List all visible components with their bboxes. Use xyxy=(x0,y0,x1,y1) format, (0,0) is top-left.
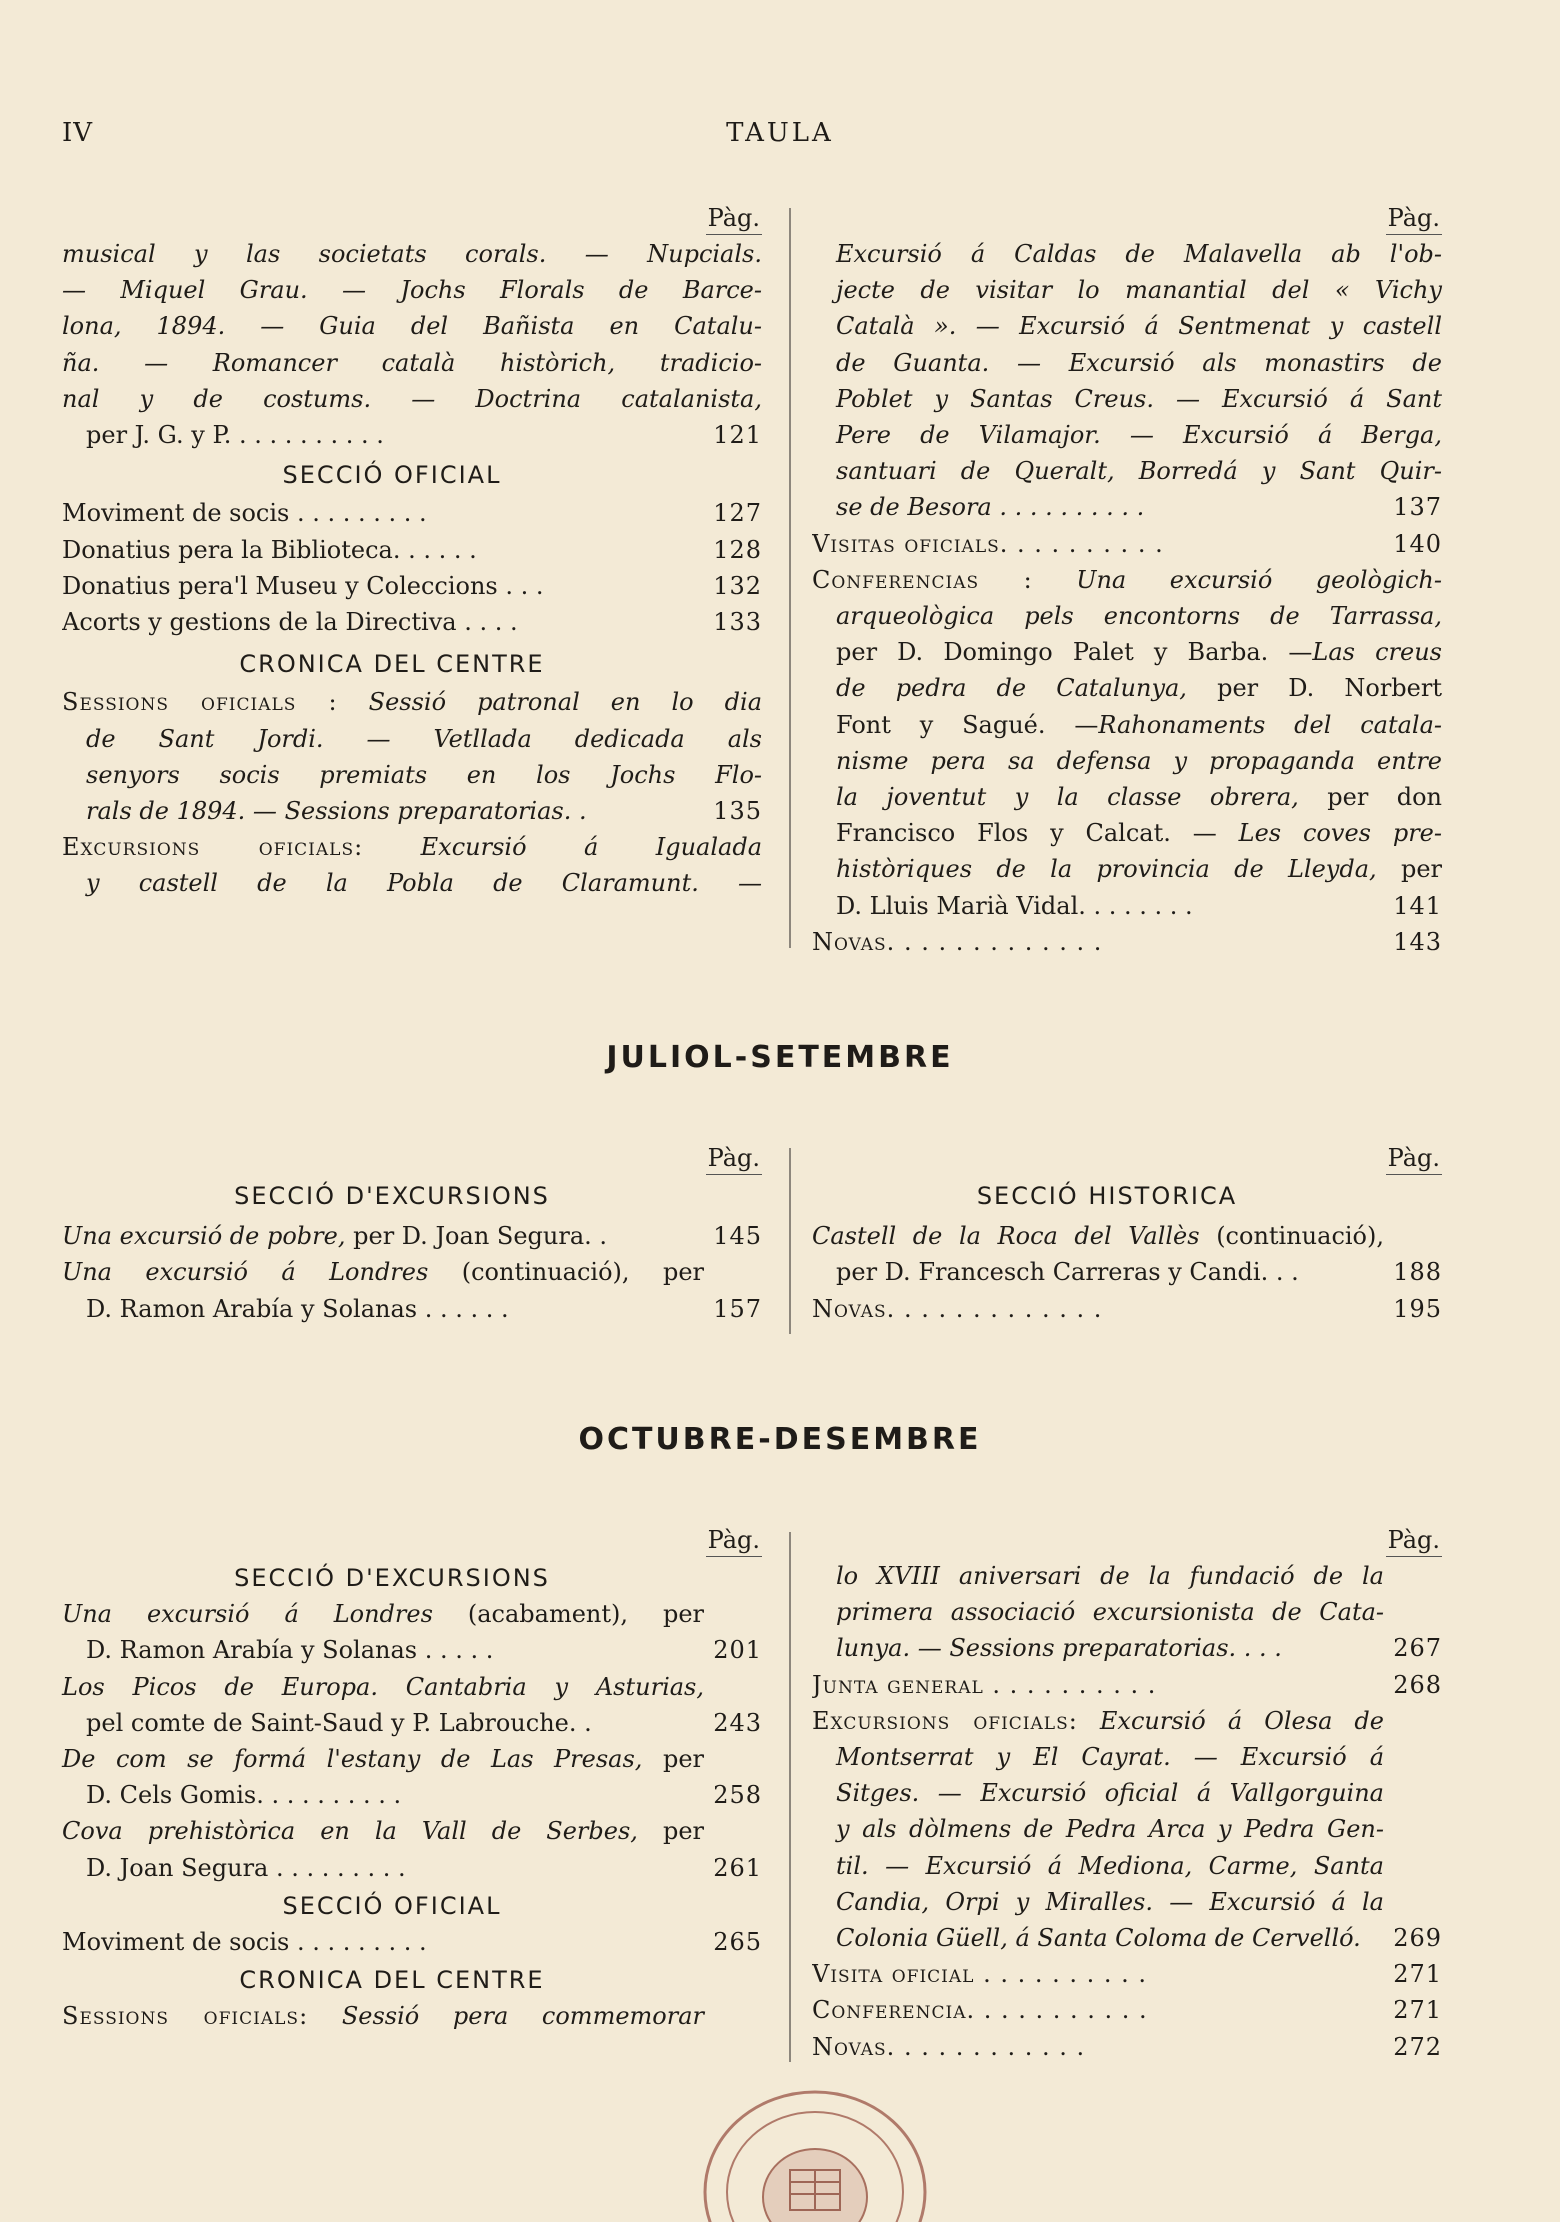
column-divider xyxy=(789,208,791,948)
index-line: de Sant Jordi. — Vetllada dedicada als xyxy=(86,724,762,753)
index-entry: D. Ramon Arabía y Solanas . . . . . 201 xyxy=(62,1632,762,1668)
index-entry: D. Lluis Marià Vidal. . . . . . . . 141 xyxy=(812,888,1442,924)
index-line: Los Picos de Europa. Cantabria y Asturias, xyxy=(62,1672,704,1701)
page-column-label: Pàg. xyxy=(812,1522,1442,1558)
index-line: de Guanta. — Excursió als monastirs de xyxy=(836,348,1442,377)
index-entry: Moviment de socis . . . . . . . . . 127 xyxy=(62,495,762,531)
index-line: Candia, Orpi y Miralles. — Excursió á la xyxy=(836,1887,1384,1916)
index-line: til. — Excursió á Mediona, Carme, Santa xyxy=(836,1851,1384,1880)
index-entry: Novas. . . . . . . . . . . . . 143 xyxy=(812,924,1442,960)
index-line: Conferencias : Una excursió geològich- xyxy=(812,565,1442,594)
index-entry: D. Joan Segura . . . . . . . . . 261 xyxy=(62,1850,762,1886)
index-line: santuari de Queralt, Borredá y Sant Quir- xyxy=(836,457,1442,486)
index-entry: Visita oficial . . . . . . . . . . 271 xyxy=(812,1956,1442,1992)
index-line: Cova prehistòrica en la Vall de Serbes, per xyxy=(62,1817,704,1846)
page-column-label: Pàg. xyxy=(62,1140,762,1176)
page-ref: 269 xyxy=(1393,1924,1442,1953)
index-line: Català ». — Excursió á Sentmenat y castell xyxy=(836,312,1442,341)
index-line: ña. — Romancer català històrich, tradicio- xyxy=(62,348,762,377)
page-ref: 128 xyxy=(713,535,762,564)
section-heading: CRONICA DEL CENTRE xyxy=(239,650,545,679)
page-ref: 141 xyxy=(1393,891,1442,920)
page-ref: 133 xyxy=(713,608,762,637)
page-title: TAULA xyxy=(726,118,834,148)
index-entry: Novas. . . . . . . . . . . . 272 xyxy=(812,2029,1442,2065)
index-line: nal y de costums. — Doctrina catalanista, xyxy=(62,384,762,413)
index-entry: Acorts y gestions de la Directiva . . . . 133 xyxy=(62,604,762,640)
section-heading: CRONICA DEL CENTRE xyxy=(239,1966,545,1995)
period-heading: JULIOL-SETEMBRE xyxy=(606,1040,954,1075)
section2-left-column xyxy=(62,1140,762,1327)
index-line: lo XVIII aniversari de la fundació de la xyxy=(836,1562,1384,1590)
section1-left-column xyxy=(62,200,762,902)
page-ref: 243 xyxy=(713,1708,762,1737)
index-line: primera associació excursionista de Cata- xyxy=(836,1598,1384,1627)
page-ref: 140 xyxy=(1393,529,1442,558)
page-ref: 188 xyxy=(1393,1258,1442,1287)
index-line: Montserrat y El Cayrat. — Excursió á xyxy=(836,1743,1384,1772)
index-entry: Donatius pera'l Museu y Coleccions . . . 132 xyxy=(62,568,762,604)
page-ref: 135 xyxy=(713,797,762,826)
index-line: nisme pera sa defensa y propaganda entre xyxy=(836,746,1442,775)
section-heading: SECCIÓ OFICIAL xyxy=(282,1891,502,1920)
page-ref: 267 xyxy=(1393,1634,1442,1663)
page-ref: 272 xyxy=(1393,2032,1442,2061)
page-column-label: Pàg. xyxy=(62,200,762,236)
section-heading: SECCIÓ OFICIAL xyxy=(282,461,502,490)
index-line: Francisco Flos y Calcat. — Les coves pre- xyxy=(836,819,1442,848)
index-entry: pel comte de Saint-Saud y P. Labrouche. . 243 xyxy=(62,1705,762,1741)
page-ref: 143 xyxy=(1393,927,1442,956)
index-line: Excursió á Caldas de Malavella ab l'ob- xyxy=(836,240,1442,268)
index-line: jecte de visitar lo manantial del « Vichy xyxy=(836,276,1442,305)
index-line: Excursions oficials: Excursió á Igualada xyxy=(62,833,762,862)
index-entry: Donatius pera la Biblioteca. . . . . . 128 xyxy=(62,532,762,568)
index-entry: D. Ramon Arabía y Solanas . . . . . . 157 xyxy=(62,1291,762,1327)
index-line: Sessions oficials : Sessió patronal en lo dia xyxy=(62,688,762,717)
index-entry: D. Cels Gomis. . . . . . . . . . 258 xyxy=(62,1777,762,1813)
index-line: Sessions oficials: Sessió pera commemorar xyxy=(62,2002,704,2031)
page-ref: 261 xyxy=(713,1853,762,1882)
page-ref: 145 xyxy=(713,1222,762,1251)
page-ref: 271 xyxy=(1393,1996,1442,2025)
index-entry: Una excursió de pobre, per D. Joan Segura. . 145 xyxy=(62,1218,762,1254)
index-line: y als dòlmens de Pedra Arca y Pedra Gen- xyxy=(836,1815,1384,1844)
index-line: De com se formá l'estany de Las Presas, per xyxy=(62,1745,704,1774)
page-ref: 195 xyxy=(1393,1294,1442,1323)
index-line: y castell de la Pobla de Claramunt. — xyxy=(86,869,762,898)
section2-right-column xyxy=(812,1140,1442,1327)
index-entry: per D. Francesch Carreras y Candi. . . 188 xyxy=(812,1254,1442,1290)
index-entry: per J. G. y P. . . . . . . . . . . 121 xyxy=(62,417,762,453)
column-divider xyxy=(789,1532,791,2062)
page-ref: 268 xyxy=(1393,1670,1442,1699)
page-column-label: Pàg. xyxy=(62,1522,762,1558)
section-heading: SECCIÓ D'EXCURSIONS xyxy=(234,1564,550,1592)
page-ref: 127 xyxy=(713,499,762,528)
index-line: musical y las societats corals. — Nupcials. xyxy=(62,240,762,268)
library-stamp-icon xyxy=(690,2082,940,2222)
column-divider xyxy=(789,1148,791,1334)
page-number: IV xyxy=(62,118,94,148)
index-line: Una excursió á Londres (continuació), per xyxy=(62,1258,705,1287)
period-heading: OCTUBRE-DESEMBRE xyxy=(578,1422,982,1457)
index-line: Excursions oficials: Excursió á Olesa de xyxy=(812,1706,1385,1735)
index-entry: se de Besora . . . . . . . . . . 137 xyxy=(812,489,1442,525)
index-line: per D. Domingo Palet y Barba. —Las creus xyxy=(836,638,1442,667)
index-entry: rals de 1894. — Sessions preparatorias. . 135 xyxy=(62,793,762,829)
page-ref: 137 xyxy=(1393,493,1442,522)
index-line: senyors socis premiats en los Jochs Flo- xyxy=(86,760,762,789)
index-line: Sitges. — Excursió oficial á Vallgorguina xyxy=(836,1779,1384,1808)
page-column-label: Pàg. xyxy=(812,200,1442,236)
page-column-label: Pàg. xyxy=(812,1140,1442,1176)
page-ref: 121 xyxy=(713,421,762,450)
index-line: de pedra de Catalunya, per D. Norbert xyxy=(836,674,1442,703)
index-line: Font y Sagué. —Rahonaments del catala- xyxy=(836,710,1442,739)
index-entry: lunya. — Sessions preparatorias. . . . 267 xyxy=(812,1630,1442,1666)
section1-right-column xyxy=(812,200,1442,960)
page-ref: 201 xyxy=(713,1636,762,1665)
page-ref: 271 xyxy=(1393,1960,1442,1989)
page-ref: 157 xyxy=(713,1294,762,1323)
section-heading: SECCIÓ D'EXCURSIONS xyxy=(234,1182,550,1210)
index-entry: Visitas oficials. . . . . . . . . . 140 xyxy=(812,526,1442,562)
index-line: arqueològica pels encontorns de Tarrassa, xyxy=(836,602,1442,631)
section3-right-column xyxy=(812,1522,1442,2065)
index-line: lona, 1894. — Guia del Bañista en Catalu- xyxy=(62,312,762,341)
index-entry: Moviment de socis . . . . . . . . . 265 xyxy=(62,1924,762,1960)
section3-left-column xyxy=(62,1522,762,2035)
index-line: Una excursió á Londres (acabament), per xyxy=(62,1600,704,1629)
index-line: Castell de la Roca del Vallès (continuació), xyxy=(812,1222,1384,1251)
index-line: — Miquel Grau. — Jochs Florals de Barce- xyxy=(62,276,762,305)
index-line: històriques de la provincia de Lleyda, per xyxy=(836,855,1442,884)
page-ref: 132 xyxy=(713,571,762,600)
index-entry: Novas. . . . . . . . . . . . . 195 xyxy=(812,1291,1442,1327)
index-line: Pere de Vilamajor. — Excursió á Berga, xyxy=(836,421,1442,450)
page-ref: 265 xyxy=(713,1928,762,1957)
section-heading: SECCIÓ HISTORICA xyxy=(976,1182,1238,1210)
index-line: la joventut y la classe obrera, per don xyxy=(836,783,1443,812)
index-line: Poblet y Santas Creus. — Excursió á Sant xyxy=(836,384,1442,413)
index-entry: Colonia Güell, á Santa Coloma de Cervelló. 269 xyxy=(812,1920,1442,1956)
page-ref: 258 xyxy=(713,1781,762,1810)
index-entry: Conferencia. . . . . . . . . . . 271 xyxy=(812,1992,1442,2028)
index-entry: Junta general . . . . . . . . . . 268 xyxy=(812,1667,1442,1703)
